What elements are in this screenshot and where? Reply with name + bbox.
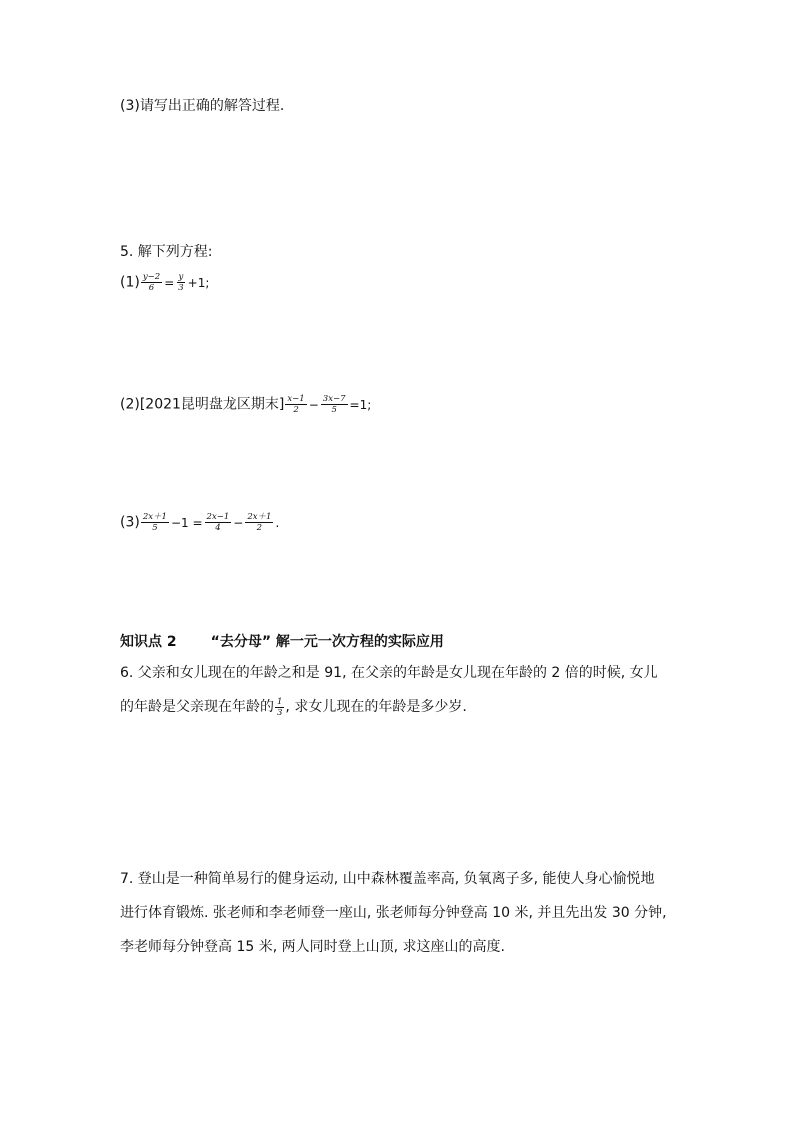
q5-part3-label: (3)	[120, 514, 140, 531]
fraction-denominator: 3	[277, 707, 283, 718]
q6-paragraph	[120, 656, 680, 724]
equation-tail: +1;	[187, 275, 210, 290]
fraction-numerator: 2x＋1	[142, 512, 167, 522]
operator: −1 =	[170, 515, 203, 530]
equation-tail: =1;	[349, 397, 372, 412]
equation-tail: .	[275, 515, 280, 530]
q5-part1	[120, 272, 210, 293]
operator: −	[308, 397, 319, 412]
fraction-denominator: 5	[331, 405, 337, 415]
q7-paragraph	[120, 862, 680, 964]
fraction	[141, 272, 162, 293]
fraction-numerator: y	[178, 272, 184, 282]
fraction	[141, 512, 169, 533]
fraction	[245, 512, 273, 533]
q5-part1-label: (1)	[120, 274, 140, 291]
q5-part2-label: (2)[2021昆明盘龙区期末]	[120, 396, 285, 413]
q6-line2-post: , 求女儿现在的年龄是多少岁.	[285, 699, 467, 715]
operator: =	[164, 275, 175, 290]
q6-line2	[120, 690, 680, 724]
fraction	[205, 512, 232, 533]
section-title: “去分母” 解一元一次方程的实际应用	[210, 634, 444, 650]
fraction-denominator: 2	[293, 405, 299, 415]
fraction	[275, 697, 284, 718]
q7-line1: 7. 登山是一种简单易行的健身运动, 山中森林覆盖率高, 负氧离子多, 能使人身心愉悦地	[120, 871, 655, 887]
operator: −	[233, 515, 244, 530]
fraction-denominator: 6	[148, 283, 155, 293]
fraction-numerator: 2x−1	[206, 512, 230, 522]
q6-line1: 6. 父亲和女儿现在的年龄之和是 91, 在父亲的年龄是女儿现在年龄的 2 倍的时候, 女儿	[120, 665, 658, 681]
section-label: 知识点 2	[120, 634, 177, 650]
fraction-denominator: 4	[215, 523, 221, 533]
q5-part3	[120, 512, 280, 533]
fraction-numerator: 2x＋1	[247, 512, 272, 522]
fraction-numerator: 1	[277, 696, 283, 707]
fraction	[321, 394, 348, 415]
q6-line2-pre: 的年龄是父亲现在年龄的	[120, 699, 274, 715]
q4-part3-text: (3)请写出正确的解答过程.	[120, 98, 285, 114]
fraction-numerator: y−2	[142, 272, 161, 282]
fraction-numerator: x−1	[287, 394, 305, 404]
fraction-denominator: 2	[256, 523, 263, 533]
section-heading	[120, 632, 444, 652]
fraction	[285, 394, 306, 415]
q5-title: 5. 解下列方程:	[120, 244, 213, 260]
q7-line2: 进行体育锻炼. 张老师和李老师登一座山, 张老师每分钟登高 10 米, 并且先出发 30 分钟,	[120, 905, 667, 921]
fraction-numerator: 3x−7	[322, 394, 346, 404]
q7-line3: 李老师每分钟登高 15 米, 两人同时登上山顶, 求这座山的高度.	[120, 939, 505, 955]
fraction-denominator: 5	[152, 523, 158, 533]
q5-part2	[120, 394, 372, 415]
fraction	[176, 272, 185, 293]
fraction-denominator: 3	[178, 283, 184, 293]
